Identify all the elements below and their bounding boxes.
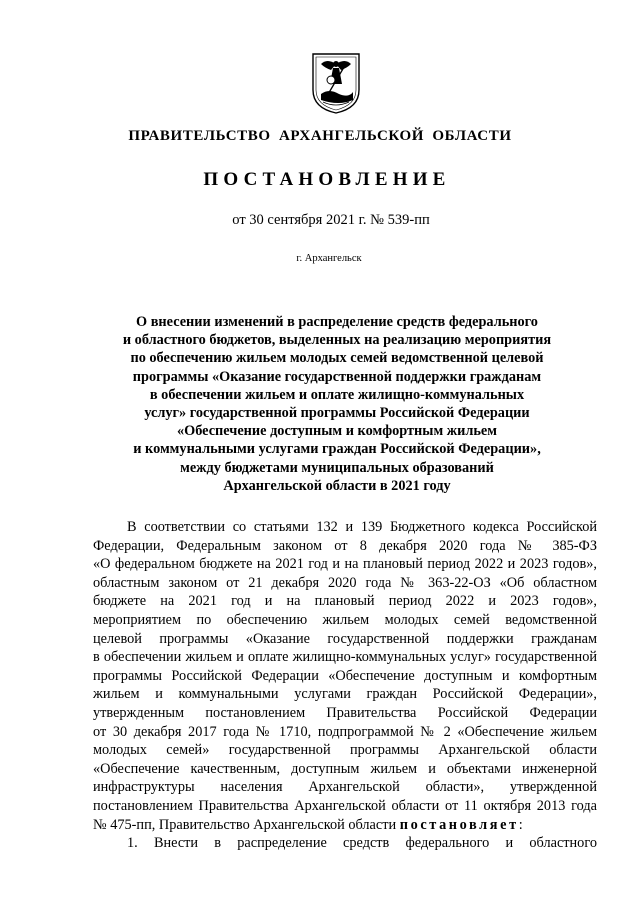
- body-line: мероприятием по обеспечению жильем молодых семей ведомственной: [93, 611, 597, 628]
- body-line: постановлением Правительства Архангельской области от 11 октября 2013 года: [93, 797, 597, 814]
- body-line: целевой программы «Оказание государственной поддержки гражданам: [93, 630, 597, 647]
- document-body: [93, 518, 597, 853]
- closing-text: № 475-пп, Правительство Архангельской области: [93, 816, 400, 833]
- body-line: инфраструктуры населения Архангельской области», утвержденной: [93, 779, 597, 796]
- body-line: программы Российской Федерации «Обеспечение доступным и комфортным: [93, 667, 597, 684]
- title-line: О внесении изменений в распределение средств федерального: [136, 314, 538, 330]
- title-line: между бюджетами муниципальных образований: [180, 459, 494, 476]
- title-line: в обеспечении жильем и оплате жилищно-коммунальных: [149, 386, 525, 403]
- body-line: молодых семей» государственной программы Архангельской области: [93, 742, 597, 759]
- title-line: и областного бюджетов, выделенных на реализацию мероприятия: [122, 332, 552, 349]
- body-line: Федерации, Федеральным законом от 8 декабря 2020 года № 385-ФЗ: [93, 537, 597, 554]
- body-line: бюджете на 2021 год и на плановый период 2022 и 2023 годов»,: [93, 593, 597, 610]
- body-line: в обеспечении жильем и оплате жилищно-коммунальных услуг» государственной: [93, 649, 597, 666]
- body-line: В соответствии со статьями 132 и 139 Бюджетного кодекса Российской: [127, 519, 597, 535]
- coat-of-arms-emblem: [309, 50, 363, 116]
- closing-line: [93, 816, 597, 835]
- document-type: ПОСТАНОВЛЕНИЕ: [203, 169, 451, 190]
- title-line: Архангельской области в 2021 году: [223, 477, 451, 494]
- body-line: «О федеральном бюджете на 2021 год и на плановый период 2022 и 2023 годов»,: [93, 556, 597, 573]
- title-line: по обеспечению жильем молодых семей ведомственной целевой: [130, 350, 544, 367]
- body-line: областным законом от 21 декабря 2020 года № 363-22-ОЗ «Об областном: [93, 574, 597, 591]
- decree-word: постановляет: [399, 816, 519, 833]
- body-line: «Обеспечение качественным, доступным жильем и объектами инженерной: [93, 760, 597, 777]
- city-name: г. Архангельск: [296, 253, 362, 264]
- government-name: ПРАВИТЕЛЬСТВО АРХАНГЕЛЬСКОЙ ОБЛАСТИ: [128, 128, 512, 144]
- title-line: услуг» государственной программы Российской Федерации: [144, 405, 530, 422]
- document-title: [80, 313, 594, 495]
- date-and-number: от 30 сентября 2021 г. № 539-пп: [232, 212, 430, 228]
- body-line: от 30 декабря 2017 года № 1710, подпрограммой № 2 «Обеспечение жильем: [93, 723, 597, 740]
- body-line: жильем и коммунальными услугами граждан Российской Федерации»,: [93, 686, 597, 703]
- body-line: утвержденным постановлением Правительства Российской Федерации: [93, 704, 597, 721]
- closing-colon: :: [518, 816, 523, 833]
- title-line: «Обеспечение доступным и комфортным жильем: [176, 423, 498, 440]
- title-line: программы «Оказание государственной поддержки гражданам: [132, 368, 542, 385]
- item-1-line: 1. Внести в распределение средств федерального и областного: [127, 835, 597, 852]
- title-line: и коммунальными услугами граждан Российской Федерации»,: [133, 441, 541, 458]
